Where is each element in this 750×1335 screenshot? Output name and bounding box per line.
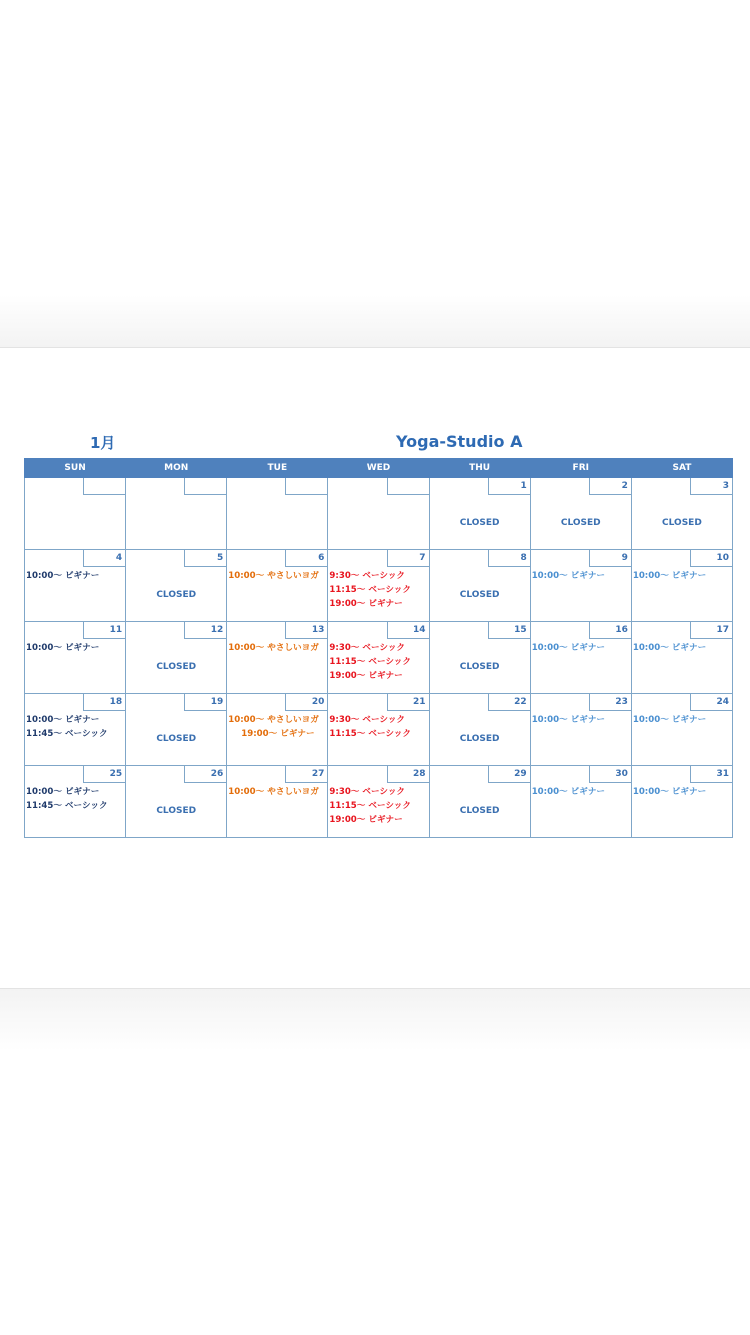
class-schedule xyxy=(329,569,427,611)
weekday-tue: TUE xyxy=(227,459,328,478)
day-number: 18 xyxy=(83,694,125,711)
day-number: 13 xyxy=(285,622,327,639)
class-schedule xyxy=(532,785,630,799)
day-number: 22 xyxy=(488,694,530,711)
class-schedule xyxy=(26,785,124,813)
class-entry: 10:00～ ビギナー xyxy=(632,787,707,797)
day-number: 25 xyxy=(83,766,125,783)
day-number: 17 xyxy=(690,622,732,639)
top-gray-band xyxy=(0,0,750,348)
closed-label: CLOSED xyxy=(156,806,197,816)
class-schedule xyxy=(26,641,124,655)
weekday-wed: WED xyxy=(328,459,429,478)
day-number: 15 xyxy=(488,622,530,639)
class-entry: 10:00～ ビギナー xyxy=(632,643,707,653)
day-cell xyxy=(328,478,429,550)
class-entry: 10:00～ ビギナー xyxy=(531,571,606,581)
day-number: 23 xyxy=(589,694,631,711)
day-cell xyxy=(227,694,328,766)
class-schedule xyxy=(228,641,326,655)
month-label: 1月 xyxy=(90,434,116,452)
closed-label: CLOSED xyxy=(156,662,197,672)
calendar xyxy=(24,428,733,825)
day-cell xyxy=(227,622,328,694)
day-number xyxy=(387,478,429,495)
day-number: 7 xyxy=(387,550,429,567)
class-schedule xyxy=(329,641,427,683)
calendar-header xyxy=(24,428,733,458)
weekday-thu: THU xyxy=(429,459,530,478)
day-cell xyxy=(631,550,732,622)
day-cell xyxy=(631,622,732,694)
day-cell xyxy=(429,622,530,694)
day-number: 4 xyxy=(83,550,125,567)
class-entry: 11:15～ ベーシック xyxy=(329,801,411,811)
day-cell xyxy=(328,622,429,694)
class-entry: 9:30～ ベーシック xyxy=(329,715,406,725)
day-cell xyxy=(530,550,631,622)
class-entry: 10:00～ ビギナー xyxy=(531,643,606,653)
weekday-mon: MON xyxy=(126,459,227,478)
day-cell xyxy=(126,694,227,766)
class-schedule xyxy=(329,785,427,827)
class-entry: 10:00～ やさしいヨガ xyxy=(228,571,319,581)
day-cell xyxy=(631,766,732,838)
class-schedule xyxy=(228,785,326,799)
day-cell xyxy=(25,694,126,766)
calendar-body xyxy=(25,478,733,838)
day-number: 11 xyxy=(83,622,125,639)
day-number: 14 xyxy=(387,622,429,639)
class-entry: 10:00～ ビギナー xyxy=(531,715,606,725)
bottom-gray-band xyxy=(0,988,750,1335)
calendar-week xyxy=(25,478,733,550)
day-number: 12 xyxy=(184,622,226,639)
day-number: 6 xyxy=(285,550,327,567)
day-cell xyxy=(227,766,328,838)
class-entry: 9:30～ ベーシック xyxy=(329,643,406,653)
class-schedule xyxy=(26,569,124,583)
day-cell xyxy=(429,478,530,550)
class-entry: 10:00～ やさしいヨガ xyxy=(228,715,319,725)
class-entry: 9:30～ ベーシック xyxy=(329,787,406,797)
day-cell xyxy=(530,694,631,766)
calendar-week xyxy=(25,766,733,838)
day-cell xyxy=(631,478,732,550)
class-schedule xyxy=(329,713,427,741)
day-cell xyxy=(227,550,328,622)
day-cell xyxy=(530,766,631,838)
day-number: 27 xyxy=(285,766,327,783)
day-cell xyxy=(25,766,126,838)
weekday-fri: FRI xyxy=(530,459,631,478)
class-schedule xyxy=(228,713,326,741)
day-cell xyxy=(25,550,126,622)
day-cell xyxy=(25,622,126,694)
class-schedule xyxy=(633,569,731,583)
day-number: 29 xyxy=(488,766,530,783)
calendar-week xyxy=(25,622,733,694)
closed-label: CLOSED xyxy=(459,734,500,744)
day-number: 31 xyxy=(690,766,732,783)
day-cell xyxy=(530,478,631,550)
class-schedule xyxy=(26,713,124,741)
day-number: 28 xyxy=(387,766,429,783)
class-schedule xyxy=(532,713,630,727)
class-entry: 19:00～ ビギナー xyxy=(329,815,403,825)
class-schedule xyxy=(228,569,326,583)
day-number: 21 xyxy=(387,694,429,711)
day-cell xyxy=(429,694,530,766)
class-schedule xyxy=(633,641,731,655)
day-cell xyxy=(126,478,227,550)
calendar-week xyxy=(25,694,733,766)
weekday-header-row xyxy=(25,459,733,478)
day-cell xyxy=(328,766,429,838)
class-entry: 19:00～ ビギナー xyxy=(241,729,315,739)
class-entry: 19:00～ ビギナー xyxy=(329,671,403,681)
day-cell xyxy=(126,550,227,622)
closed-label: CLOSED xyxy=(459,806,500,816)
class-entry: 10:00～ ビギナー xyxy=(632,715,707,725)
day-cell xyxy=(530,622,631,694)
day-cell xyxy=(429,766,530,838)
day-number xyxy=(83,478,125,495)
closed-label: CLOSED xyxy=(459,662,500,672)
day-number: 9 xyxy=(589,550,631,567)
closed-label: CLOSED xyxy=(459,590,500,600)
day-number: 16 xyxy=(589,622,631,639)
class-entry: 11:15～ ベーシック xyxy=(329,657,411,667)
day-cell xyxy=(227,478,328,550)
weekday-sat: SAT xyxy=(631,459,732,478)
closed-label: CLOSED xyxy=(662,518,702,528)
day-number: 8 xyxy=(488,550,530,567)
day-cell xyxy=(126,766,227,838)
class-entry: 10:00～ ビギナー xyxy=(26,571,100,581)
day-number: 3 xyxy=(690,478,732,495)
weekday-sun: SUN xyxy=(25,459,126,478)
closed-label: CLOSED xyxy=(156,734,197,744)
day-number xyxy=(285,478,327,495)
calendar-grid xyxy=(24,458,733,838)
day-cell xyxy=(126,622,227,694)
day-cell xyxy=(328,694,429,766)
day-number: 26 xyxy=(184,766,226,783)
day-number: 5 xyxy=(184,550,226,567)
closed-label: CLOSED xyxy=(459,518,500,528)
day-cell xyxy=(328,550,429,622)
day-number: 30 xyxy=(589,766,631,783)
class-entry: 11:15～ ベーシック xyxy=(329,585,411,595)
closed-label: CLOSED xyxy=(560,518,601,528)
calendar-week xyxy=(25,550,733,622)
class-entry: 10:00～ ビギナー xyxy=(26,787,100,797)
day-number: 2 xyxy=(589,478,631,495)
day-number xyxy=(184,478,226,495)
class-schedule xyxy=(532,569,630,583)
class-entry: 10:00～ やさしいヨガ xyxy=(228,643,319,653)
day-cell xyxy=(429,550,530,622)
class-entry: 19:00～ ビギナー xyxy=(329,599,403,609)
studio-name: Yoga-Studio A xyxy=(396,432,523,451)
class-schedule xyxy=(633,785,731,799)
class-schedule xyxy=(633,713,731,727)
class-entry: 9:30～ ベーシック xyxy=(329,571,406,581)
day-cell xyxy=(25,478,126,550)
day-cell xyxy=(631,694,732,766)
closed-label: CLOSED xyxy=(156,590,197,600)
day-number: 19 xyxy=(184,694,226,711)
class-entry: 10:00～ ビギナー xyxy=(632,571,707,581)
class-entry: 11:45～ ベーシック xyxy=(26,729,108,739)
class-schedule xyxy=(532,641,630,655)
class-entry: 10:00～ ビギナー xyxy=(26,643,100,653)
class-entry: 11:45～ ベーシック xyxy=(26,801,108,811)
day-number: 24 xyxy=(690,694,732,711)
class-entry: 10:00～ やさしいヨガ xyxy=(228,787,319,797)
day-number: 10 xyxy=(690,550,732,567)
class-entry: 10:00～ ビギナー xyxy=(26,715,100,725)
day-number: 20 xyxy=(285,694,327,711)
day-number: 1 xyxy=(488,478,530,495)
class-entry: 10:00～ ビギナー xyxy=(531,787,606,797)
class-entry: 11:15～ ベーシック xyxy=(329,729,411,739)
